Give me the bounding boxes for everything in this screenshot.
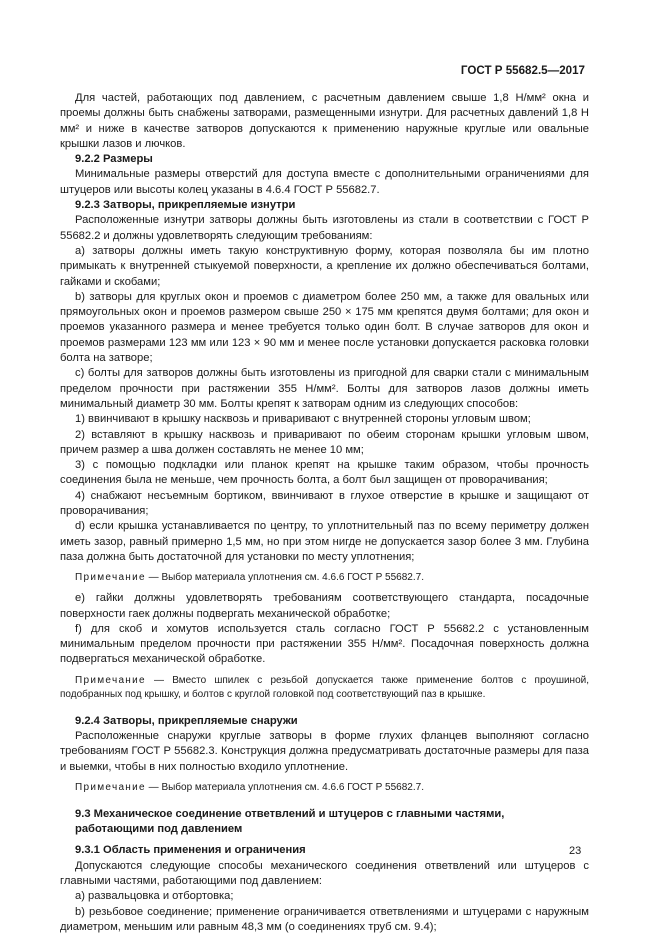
section-heading-9-3-line1: 9.3 Механическое соединение ответвлений и штуцеров с главными частями, [75, 807, 505, 820]
list-item: а) развальцовка и отбортовка; [75, 890, 234, 903]
list-item: е) гайки должны удовлетворять требованиям соответствующего стандарта, посадочные поверхности гаек должны подвергать механической обработке; [60, 592, 589, 620]
section-heading-9-2-3: 9.2.3 Затворы, прикрепляемые изнутри [75, 199, 296, 212]
note-label: Примечание [75, 572, 146, 584]
note-label: Примечание [75, 781, 146, 793]
section-heading-9-3 [60, 807, 589, 838]
paragraph: Расположенные изнутри затворы должны быть изготовлены из стали в соответствии с ГОСТ Р 55682.2 и должны удовлетворять следующим требованиям: [60, 214, 589, 242]
section-heading-9-2-4: 9.2.4 Затворы, прикрепляемые снаружи [75, 714, 298, 727]
list-item: f) для скоб и хомутов используется сталь согласно ГОСТ Р 55682.2 с установленным минимальным пределом прочности при растяжении 355 Н/мм². Посадочная поверхность должна подвергаться механической обработке. [60, 622, 589, 666]
list-item: b) резьбовое соединение; применение ограничивается ответвлениями и штуцерами с наружным диаметром, меньшим или равным 48,3 мм (о соединениях труб см. 9.4); [60, 905, 589, 933]
note-text: — Выбор материала уплотнения см. 4.6.6 ГОСТ Р 55682.7. [148, 572, 424, 584]
list-item: 2) вставляют в крышку насквозь и приваривают по обеим сторонам крышки угловым швом, причем размер а шва должен составлять не менее 10 мм; [60, 428, 589, 456]
list-item: b) затворы для круглых окон и проемов с диаметром более 250 мм, а также для овальных или прямоугольных окон и проемов размером свыше 250 × 175 мм крепятся двумя болтами; для окон и проемов указанного размера и менее требуется только один болт. В случае затворов для окон и проемов размерами 123 мм или 123 × 90 мм и менее после установки допускается расковка головки болта на затворе; [60, 290, 589, 365]
note [60, 781, 589, 795]
paragraph: Допускаются следующие способы механического соединения ответвлений или штуцеров с главными частями, работающими под давлением: [60, 859, 589, 888]
note-text: — Выбор материала уплотнения см. 4.6.6 ГОСТ Р 55682.7. [148, 781, 424, 793]
document-header: ГОСТ Р 55682.5—2017 [460, 64, 585, 77]
list-item: 3) с помощью подкладки или планок крепят на крышке таким образом, чтобы прочность соединения была не меньше, чем прочность болта, а болт был защищен от проворачивания; [60, 459, 589, 487]
paragraph: Для частей, работающих под давлением, с расчетным давлением свыше 1,8 Н/мм² окна и проемы должны быть снабжены затворами, размещенными изнутри. Для расчетных давлений 1,8 Н мм² и ниже в качестве затворов допускаются к применению наружные круглые или овальные крышки лазов и лючков. [60, 92, 589, 150]
list-item: d) если крышка устанавливается по центру, то уплотнительный паз по всему периметру должен иметь зазор, равный примерно 1,5 мм, но при этом нигде не допускается зазор более 3 мм. Глубина паза должна быть достаточной для установки по месту уплотнения; [60, 520, 589, 563]
page-number: 23 [569, 845, 582, 857]
section-heading-9-2-2: 9.2.2 Размеры [75, 153, 153, 166]
list-item: а) затворы должны иметь такую конструктивную форму, которая позволяла бы им плотно примыкать к внутренней стыкуемой поверхности, а крепление их должно обеспечиваться болтами, гайками и скобами; [60, 244, 589, 288]
note-label: Примечание [75, 674, 146, 686]
document-body [60, 91, 589, 935]
section-heading-9-3-1: 9.3.1 Область применения и ограничения [75, 844, 306, 857]
note [60, 571, 589, 585]
paragraph: Расположенные снаружи круглые затворы в форме глухих фланцев выполняют согласно требованиям ГОСТ Р 55682.3. Конструкция должна предусматривать достаточные размеры для паза и выемки, чтобы в них полностью входило уплотнение. [60, 729, 589, 773]
list-item: 4) снабжают несъемным бортиком, ввинчивают в глухое отверстие в крышке и защищают от проворачивания; [60, 489, 589, 518]
note [60, 674, 589, 702]
list-item: с) болты для затворов должны быть изготовлены из пригодной для сварки стали с минимальным пределом прочности при растяжении 355 Н/мм². Болты для затворов лазов должны иметь минимальный диаметр 30 мм. Болты крепят к затворам одним из следующих способов: [60, 367, 589, 410]
paragraph: Минимальные размеры отверстий для доступа вместе с дополнительными ограничениями для штуцеров или высоты колец указаны в 4.6.4 ГОСТ Р 55682.7. [60, 168, 589, 196]
list-item: 1) ввинчивают в крышку насквозь и приваривают с внутренней стороны угловым швом; [75, 413, 531, 426]
note-text: — Вместо шпилек с резьбой допускается также применение болтов с проушиной, подобранных под крышку, и болтов с круглой головкой под соответствующий паз в крышке. [60, 674, 590, 700]
section-heading-9-3-line2: работающими под давлением [75, 823, 243, 836]
